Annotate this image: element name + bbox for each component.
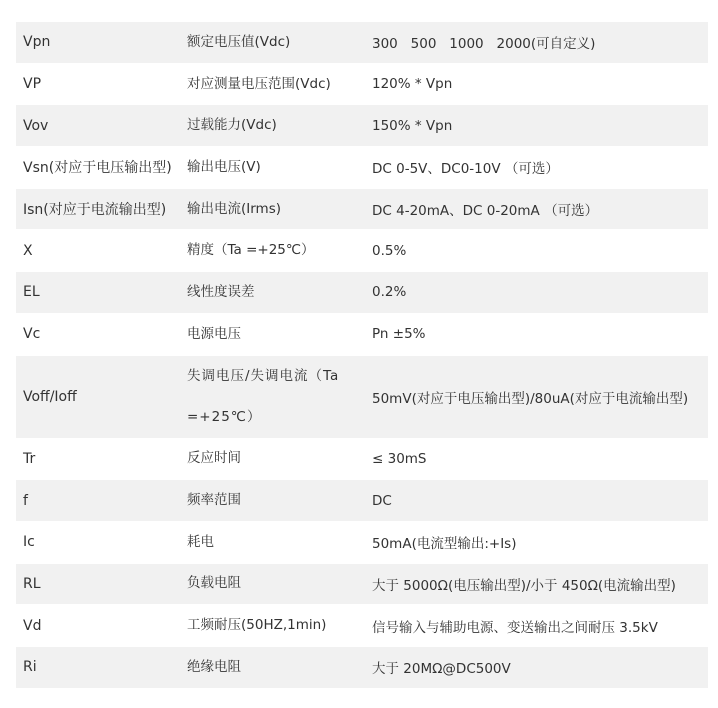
value-cell: 大于 5000Ω(电压输出型)/小于 450Ω(电流输出型) [372,577,676,594]
table-row [16,22,708,64]
symbol-cell: Vd [23,617,42,634]
symbol-cell: Vpn [23,34,51,51]
table-row [16,314,708,356]
parameter-cell: 失调电压/失调电流（Ta =+25℃） [187,367,340,425]
parameter-cell: 精度（Ta =+25℃） [187,242,315,259]
value-cell: Pn ±5% [372,326,426,343]
parameter-cell: 耗电 [187,533,214,550]
value-cell: 50mA(电流型输出:+Is) [372,536,517,553]
value-cell: 300 500 1000 2000(可自定义) [372,36,596,53]
parameter-cell: 频率范围 [187,492,241,509]
table-row [16,356,708,439]
table-row [16,564,708,606]
value-cell: 信号输入与辅助电源、变送输出之间耐压 3.5kV [372,619,658,636]
parameter-cell: 线性度误差 [187,283,255,300]
parameter-cell: 过载能力(Vdc) [187,117,277,134]
table-row [16,230,708,272]
value-cell: 120% * Vpn [372,76,453,93]
parameter-cell: 反应时间 [187,450,241,467]
parameter-cell: 输出电压(V) [187,158,261,175]
symbol-cell: EL [23,284,40,301]
parameter-cell: 绝缘电阻 [187,658,241,675]
table-row [16,147,708,189]
symbol-cell: Ic [23,534,35,551]
parameter-cell: 输出电流(Irms) [187,200,282,217]
symbol-cell: Ri [23,659,37,676]
parameter-cell: 额定电压值(Vdc) [187,33,291,50]
symbol-cell: f [23,492,28,509]
parameter-cell: 负载电阻 [187,575,241,592]
symbol-cell: X [23,242,33,259]
table-row [16,647,708,689]
table-row [16,480,708,522]
table-row [16,64,708,106]
symbol-cell: Vc [23,326,41,343]
parameter-cell: 对应测量电压范围(Vdc) [187,75,331,92]
symbol-cell: RL [23,575,41,592]
parameter-cell: 电源电压 [187,325,241,342]
table-row [16,105,708,147]
parameter-cell: 工频耐压(50HZ,1min) [187,617,327,634]
table-row [16,605,708,647]
value-cell: 大于 20MΩ@DC500V [372,661,511,678]
symbol-cell: VP [23,76,42,93]
value-cell: 0.2% [372,284,407,301]
value-cell: 50mV(对应于电压输出型)/80uA(对应于电流输出型) [372,390,689,407]
value-cell: DC 4-20mA、DC 0-20mA （可选） [372,203,599,220]
symbol-cell: Tr [23,450,36,467]
value-cell: 150% * Vpn [372,117,453,134]
table-row [16,522,708,564]
symbol-cell: Voff/Ioff [23,388,77,405]
value-cell: DC 0-5V、DC0-10V （可选） [372,161,559,178]
value-cell: 0.5% [372,242,407,259]
value-cell: ≤ 30mS [372,450,427,467]
table-row [16,439,708,481]
value-cell: DC [372,492,392,509]
spec-table [16,22,708,689]
symbol-cell: Vov [23,117,49,134]
symbol-cell: Vsn(对应于电压输出型) [23,160,172,177]
symbol-cell: Isn(对应于电流输出型) [23,202,167,219]
table-row [16,272,708,314]
table-row [16,189,708,231]
